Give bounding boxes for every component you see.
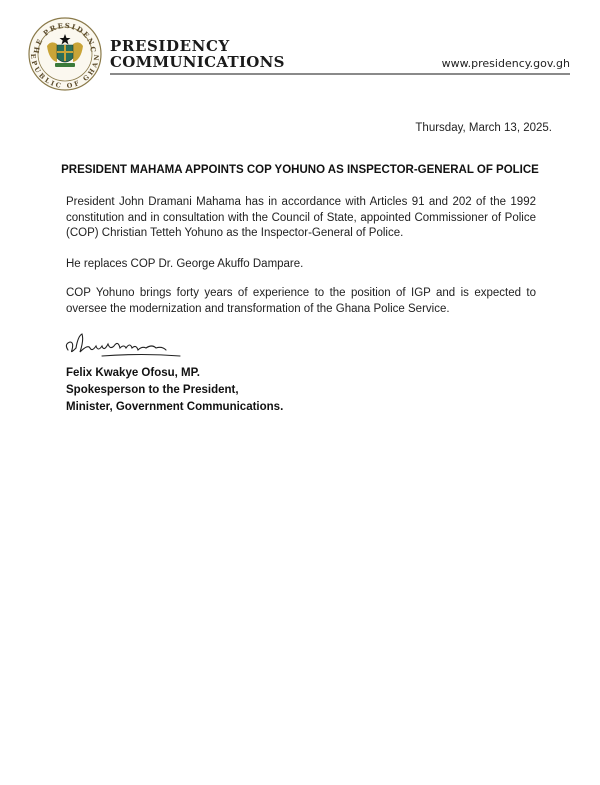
header-divider: [110, 73, 570, 75]
brand-wordmark: [110, 38, 285, 70]
svg-text:THE PRESIDENCY: HE PRESIDENC: [31, 20, 99, 55]
signatory-role: Minister, Government Communications.: [66, 401, 284, 413]
handwritten-signature-icon: [62, 330, 182, 362]
brand-line-communications: COMMUNICATIONS: [110, 53, 285, 71]
body-paragraph: COP Yohuno brings forty years of experience to the position of IGP and is expected to oversee the modernization and transformation of the Ghana Police Service.: [66, 287, 536, 315]
signatory-role: Spokesperson to the President,: [66, 384, 239, 396]
body-paragraph: President John Dramani Mahama has in accordance with Articles 91 and 202 of the 1992 constitution and in consultation with the Council of State, appointed Commissioner of Police (COP) Christian Tetteh Yohuno as the Inspector-General of Police.: [66, 196, 536, 239]
svg-text:REPUBLIC OF GHANA: EPUBLIC OF GHAN: [28, 53, 102, 91]
body-paragraph: He replaces COP Dr. George Akuffo Dampare.: [66, 258, 304, 270]
website-url: www.presidency.gov.gh: [441, 57, 570, 70]
press-release-title: PRESIDENT MAHAMA APPOINTS COP YOHUNO AS INSPECTOR-GENERAL OF POLICE: [61, 164, 539, 176]
signatory-block: [66, 365, 283, 416]
coat-of-arms-seal-icon: [27, 16, 103, 92]
letter-date: Thursday, March 13, 2025.: [415, 122, 552, 134]
brand-line-presidency: PRESIDENCY: [110, 37, 230, 55]
signatory-name: Felix Kwakye Ofosu, MP.: [66, 367, 201, 379]
